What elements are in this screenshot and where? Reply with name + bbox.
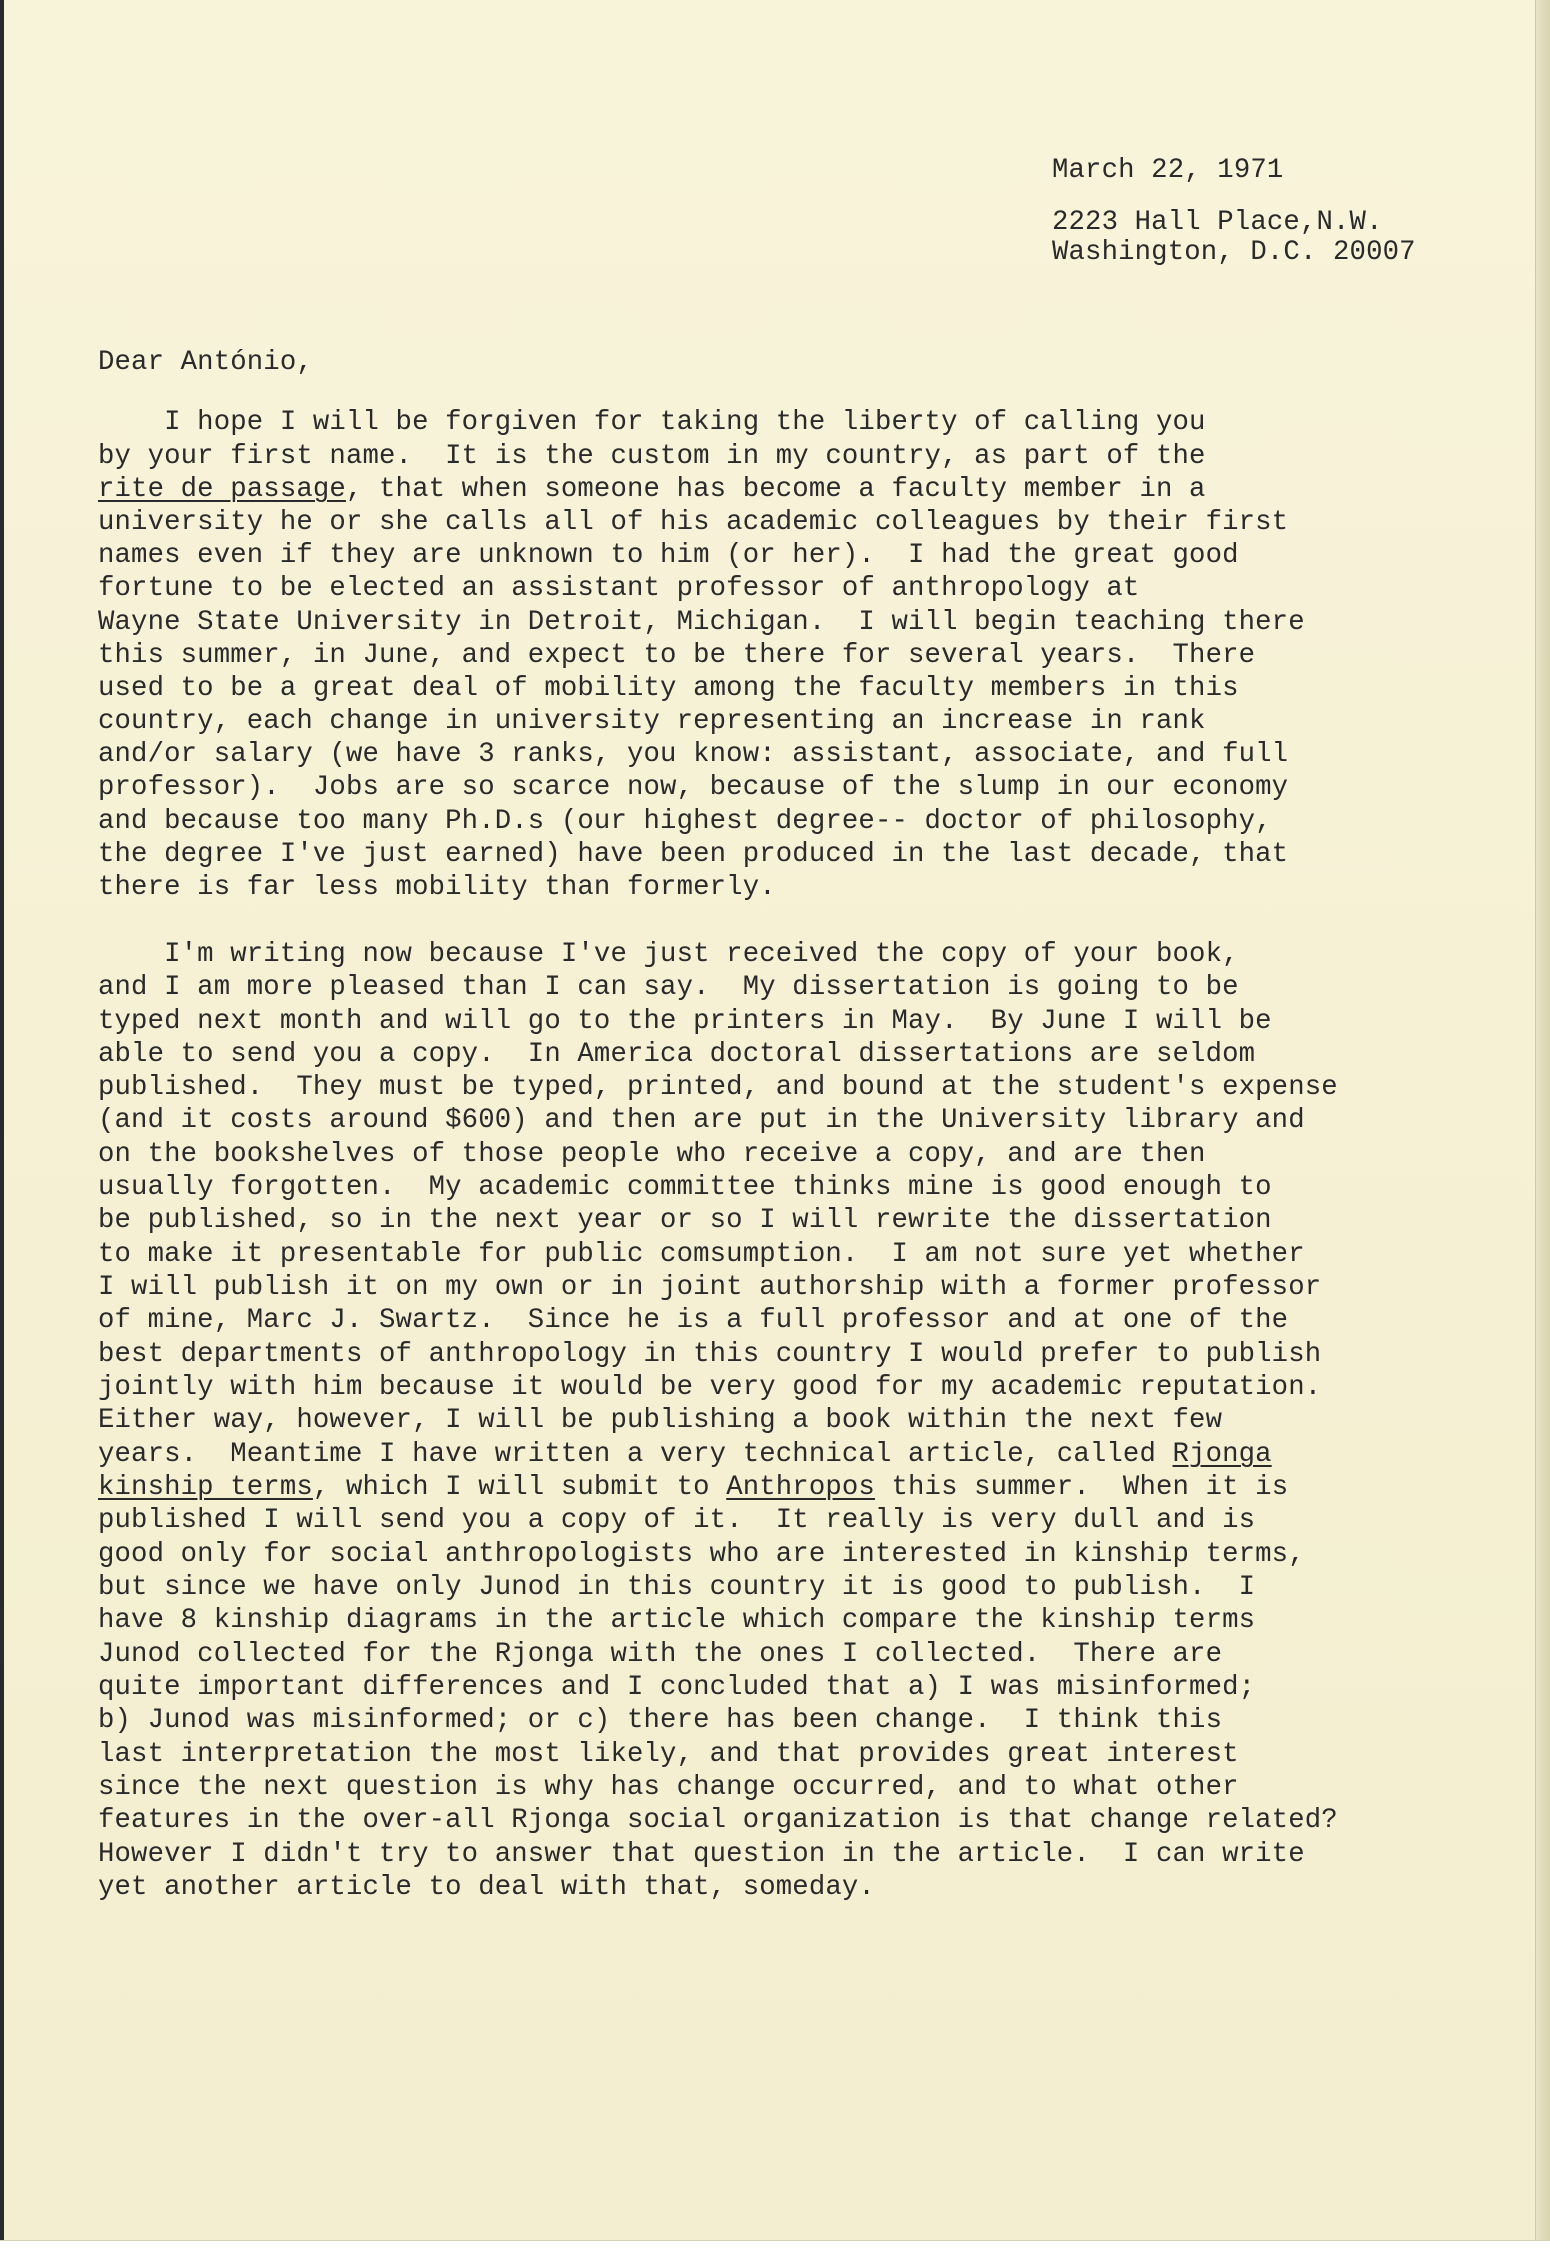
text-line: able to send you a copy. In America doctoral dissertations are seldom [98,1039,1256,1070]
text-line: professor). Jobs are so scarce now, because of the slump in our economy [98,772,1289,803]
text-line: Junod collected for the Rjonga with the ones I collected. There are [98,1639,1223,1670]
text-line: quite important differences and I concluded that a) I was misinformed; [98,1672,1256,1703]
text-line: names even if they are unknown to him (or her). I had the great good [98,540,1239,571]
letter-date: March 22, 1971 [1052,155,1284,186]
text-line: by your first name. It is the custom in my country, as part of the [98,441,1206,472]
text-line: b) Junod was misinformed; or c) there has been change. I think this [98,1705,1223,1736]
text-line: of mine, Marc J. Swartz. Since he is a full professor and at one of the [98,1305,1289,1336]
text-line: there is far less mobility than formerly. [98,872,776,903]
text-line: features in the over-all Rjonga social organization is that change related? [98,1805,1338,1836]
address-line-2: Washington, D.C. 20007 [1052,237,1416,268]
text-line: good only for social anthropologists who are interested in kinship terms, [98,1539,1305,1570]
text-line: jointly with him because it would be very good for my academic reputation. [98,1372,1322,1403]
text-line: I'm writing now because I've just received the copy of your book, [98,939,1239,970]
text-line: Wayne State University in Detroit, Michigan. I will begin teaching there [98,607,1305,638]
text-line: but since we have only Junod in this country it is good to publish. I [98,1572,1256,1603]
left-page-edge [0,0,4,2259]
underlined-term: kinship terms [98,1472,313,1503]
underlined-term: Anthropos [726,1472,875,1503]
text-line: Either way, however, I will be publishing a book within the next few [98,1405,1223,1436]
address-line-1: 2223 Hall Place,N.W. [1052,207,1383,238]
text-line: fortune to be elected an assistant professor of anthropology at [98,573,1140,604]
text-line: have 8 kinship diagrams in the article which compare the kinship terms [98,1605,1256,1636]
text-line: kinship terms, which I will submit to Anthropos this summer. When it is [98,1472,1289,1503]
text-line: country, each change in university representing an increase in rank [98,706,1206,737]
text-line: best departments of anthropology in this country I would prefer to publish [98,1339,1322,1370]
text-line: and I am more pleased than I can say. My dissertation is going to be [98,972,1239,1003]
text-line: rite de passage, that when someone has become a faculty member in a [98,474,1206,505]
text-line: (and it costs around $600) and then are put in the University library and [98,1105,1305,1136]
right-page-edge [1535,0,1550,2259]
underlined-term: rite de passage [98,474,346,505]
bottom-page-edge [0,2240,1550,2259]
text-line: usually forgotten. My academic committee thinks mine is good enough to [98,1172,1272,1203]
salutation: Dear António, [98,347,313,378]
text-line: since the next question is why has change occurred, and to what other [98,1772,1239,1803]
text-line: yet another article to deal with that, someday. [98,1872,875,1903]
text-line: published I will send you a copy of it. It really is very dull and is [98,1505,1256,1536]
text-line: and/or salary (we have 3 ranks, you know: assistant, associate, and full [98,739,1289,770]
text-line: years. Meantime I have written a very technical article, called Rjonga [98,1439,1272,1470]
underlined-term: Rjonga [1172,1439,1272,1470]
text-line: I hope I will be forgiven for taking the liberty of calling you [98,407,1206,438]
text-line: this summer, in June, and expect to be there for several years. There [98,640,1256,671]
text-line: university he or she calls all of his academic colleagues by their first [98,507,1289,538]
text-line: to make it presentable for public comsumption. I am not sure yet whether [98,1239,1305,1270]
text-line: last interpretation the most likely, and that provides great interest [98,1739,1239,1770]
text-line: on the bookshelves of those people who receive a copy, and are then [98,1139,1206,1170]
text-line: and because too many Ph.D.s (our highest degree-- doctor of philosophy, [98,806,1272,837]
text-line: published. They must be typed, printed, and bound at the student's expense [98,1072,1338,1103]
text-line: However I didn't try to answer that question in the article. I can write [98,1839,1305,1870]
text-line: typed next month and will go to the printers in May. By June I will be [98,1006,1272,1037]
text-line: I will publish it on my own or in joint authorship with a former professor [98,1272,1322,1303]
text-line: the degree I've just earned) have been produced in the last decade, that [98,839,1289,870]
text-line: be published, so in the next year or so I will rewrite the dissertation [98,1205,1272,1236]
text-line: used to be a great deal of mobility among the faculty members in this [98,673,1239,704]
